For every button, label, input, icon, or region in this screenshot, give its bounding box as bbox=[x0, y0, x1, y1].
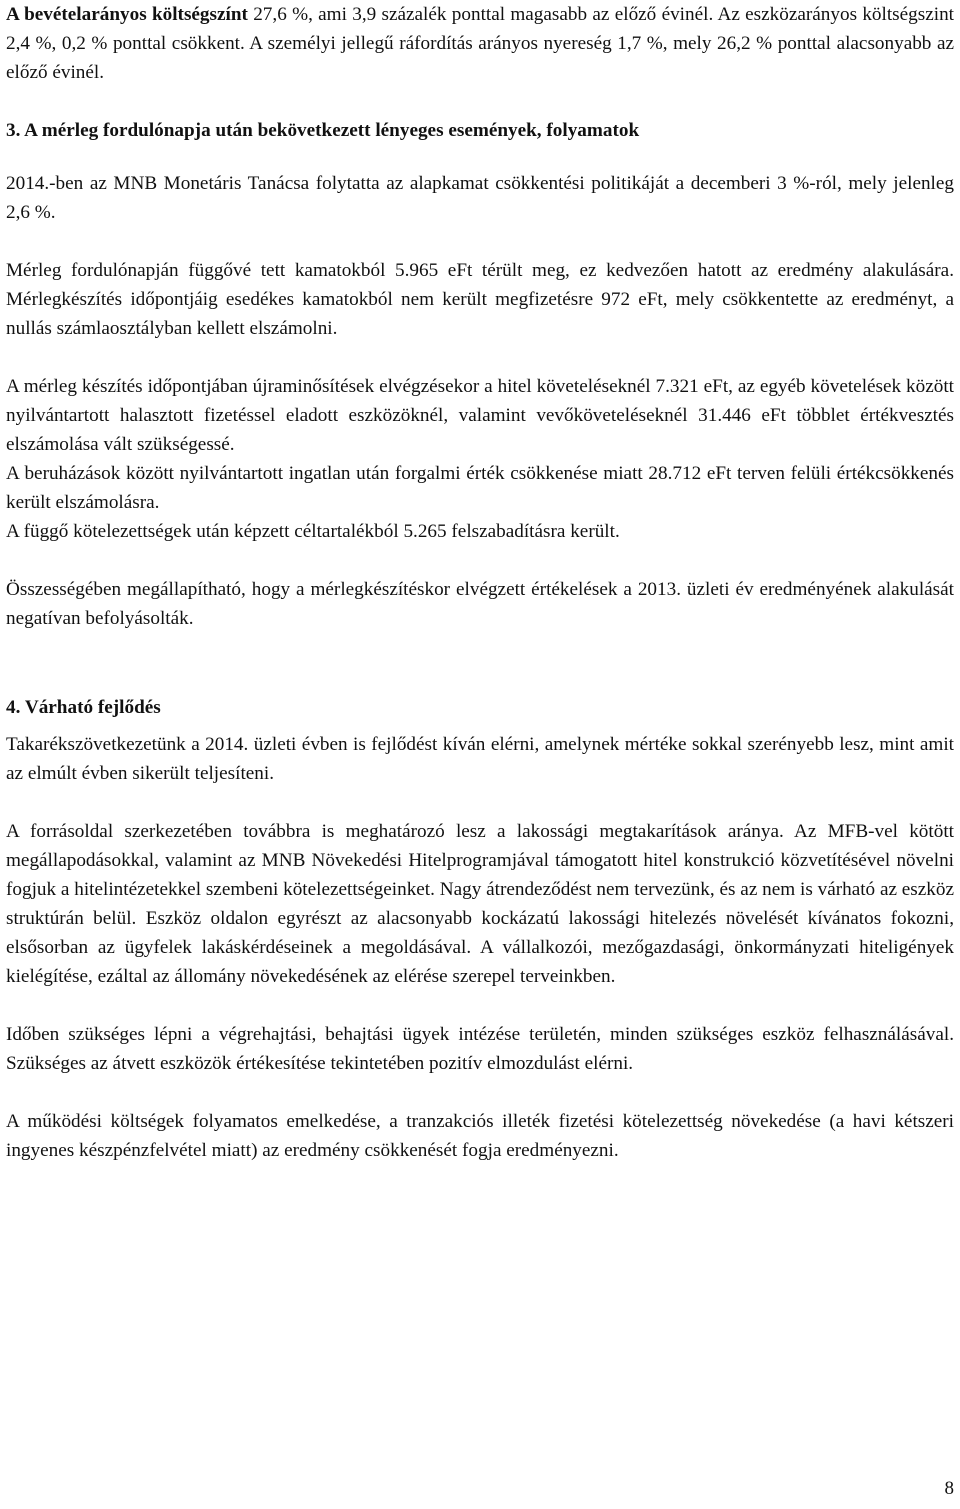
intro-paragraph bbox=[6, 0, 954, 87]
section-4-heading: 4. Várható fejlődés bbox=[6, 697, 161, 718]
section-4-paragraph: Időben szükséges lépni a végrehajtási, behajtási ügyek intézése területén, minden szükséges eszköz felhasználásával. Szükséges az átvett eszközök értékesítése tekintetében pozitív elmozdulást elérni. bbox=[6, 1024, 954, 1074]
section-3-paragraph: Mérleg fordulónapján függővé tett kamatokból 5.965 eFt térült meg, ez kedvezően hatott az eredmény alakulására. Mérlegkészítés időpontjáig esedékes kamatokból nem került megfizetésre 972 eFt, mely csökkentette az eredményt, a nullás számlaosztályban kellett elszámolni. bbox=[6, 260, 954, 339]
intro-bold-term: A bevételarányos költségszínt bbox=[6, 4, 248, 25]
section-3-paragraph: A beruházások között nyilvántartott ingatlan után forgalmi érték csökkenése miatt 28.712 eFt terven felüli értékcsökkenés került elszámolásra. bbox=[6, 463, 954, 513]
page-number: 8 bbox=[944, 1478, 954, 1499]
document-page bbox=[6, 0, 954, 1165]
section-4-paragraph: A működési költségek folyamatos emelkedése, a tranzakciós illeték fizetési kötelezettség növekedése (a havi kétszeri ingyenes készpénzfelvétel miatt) az eredmény csökkenését fogja eredményezni. bbox=[6, 1111, 954, 1161]
section-3-paragraph: A függő kötelezettségek után képzett céltartalékból 5.265 felszabadításra került. bbox=[6, 521, 620, 542]
section-3-paragraph: 2014.-ben az MNB Monetáris Tanácsa folytatta az alapkamat csökkentési politikáját a decemberi 3 %-ról, mely jelenleg 2,6 %. bbox=[6, 173, 954, 223]
section-3-summary-paragraph: Összességében megállapítható, hogy a mérlegkészítéskor elvégzett értékelések a 2013. üzleti év eredményének alakulását negatívan befolyásolták. bbox=[6, 579, 954, 629]
section-3-paragraph: A mérleg készítés időpontjában újraminősítések elvégzésekor a hitel követeléseknél 7.321 eFt, az egyéb követelések között nyilvántartott halasztott fizetéssel eladott eszközöknél, valamint vevőköveteléseknél 31.446 eFt többlet értékvesztés elszámolása vált szükségessé. bbox=[6, 376, 954, 455]
section-3-heading: 3. A mérleg fordulónapja után bekövetkezett lényeges események, folyamatok bbox=[6, 120, 640, 141]
intro-text: 27,6 %, ami 3,9 százalék ponttal magasabb az előző évinél. Az eszközarányos költségszint 2,4 %, 0,2 % ponttal csökkent. A személyi jellegű ráfordítás arányos nyereség 1,7 %, mely 26,2 % ponttal alacsonyabb az előző évinél. bbox=[6, 4, 954, 83]
section-4-paragraph: A forrásoldal szerkezetében továbbra is meghatározó lesz a lakossági megtakarítások aránya. Az MFB-vel kötött megállapodásokkal, valamint az MNB Növekedési Hitelprogramjával támogatott hitel konstrukció közvetítésével növelni fogjuk a hitelintézetekkel szembeni kötelezettségeinket. Nagy átrendeződést nem tervezünk, és az nem is várható az eszköz struktúrán belül. Eszköz oldalon egyrészt az alacsonyabb kockázatú lakossági hitelezés növelését kívánatos fokozni, elsősorban az ügyfelek lakáskérdéseinek a megoldásával. A vállalkozói, mezőgazdasági, önkormányzati hiteligények kielégítése, ezáltal az állomány növekedésének az elérése szerepel terveinkben. bbox=[6, 821, 954, 987]
section-4-paragraph: Takarékszövetkezetünk a 2014. üzleti évben is fejlődést kíván elérni, amelynek mértéke sokkal szerényebb lesz, mint amit az elmúlt évben sikerült teljesíteni. bbox=[6, 734, 954, 784]
